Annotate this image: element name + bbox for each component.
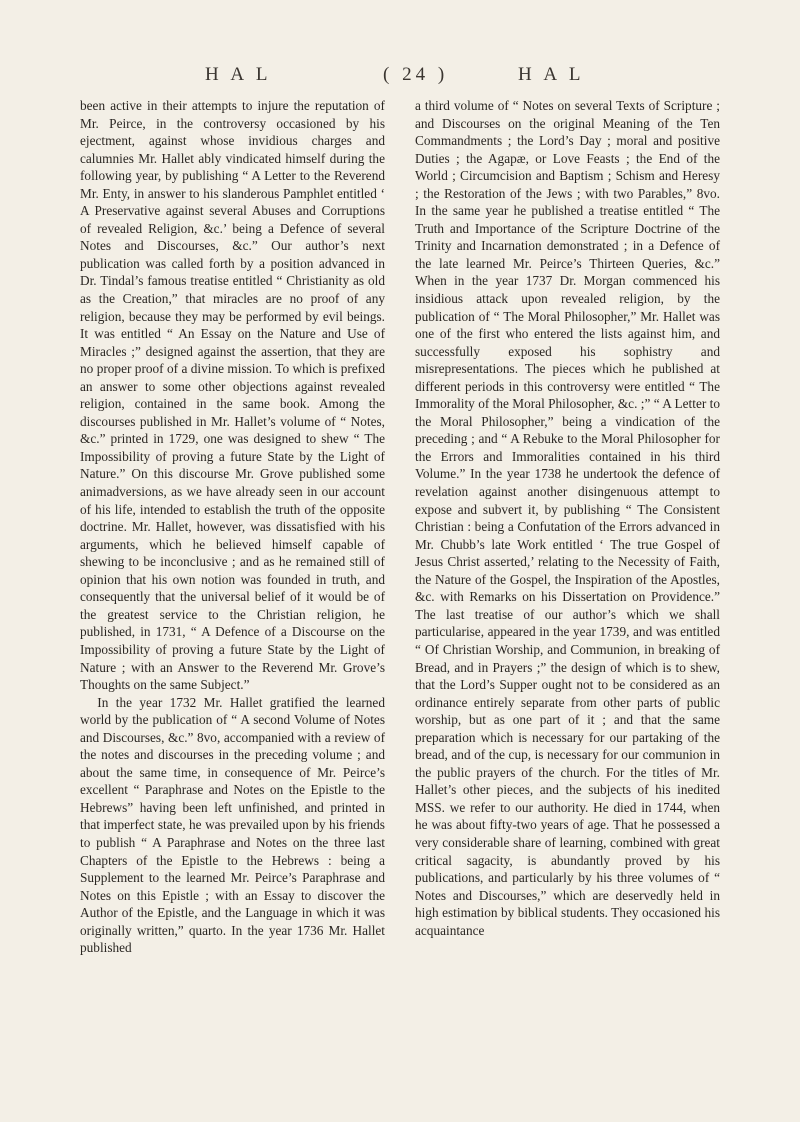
left-column [80,97,385,1097]
left-paragraph-2: In the year 1732 Mr. Hallet gratified the learned world by the publication of “ A second Volume of Notes and Discourses, &c.” 8vo, accompanied with a review of the notes and discourses in the preceding volume ; and about the same time, in consequence of Mr. Peirce’s excellent “ Paraphrase and Notes on the Epistle to the Hebrews” having been left unfinished, and printed in that imperfect state, he was prevailed upon by his friends to publish “ A Paraphrase and Notes on the three last Chapters of the Epistle to the Hebrews : being a Supplement to the learned Mr. Peirce’s Paraphrase and Notes on this Epistle ; with an Essay to discover the Author of the Epistle, and the Language in which it was originally written,” quarto. In the year 1736 Mr. Hallet published [80,694,385,956]
left-paragraph-1: been active in their attempts to injure the reputation of Mr. Peirce, in the controversy occasioned by his ejectment, against whose invidious charges and calumnies Mr. Hallet ably vindicated himself during the following year, by publishing “ A Letter to the Reverend Mr. Enty, in answer to his slanderous Pamphlet entitled ‘ A Preservative against several Abuses and Corruptions of revealed Religion, &c.’ being a Defence of several Notes and Discourses, &c.” Our author’s next publication was called forth by a position advanced in Dr. Tindal’s famous treatise entitled “ Christianity as old as the Creation,” that miracles are no proof of any religion, because they may be performed by evil beings. It was entitled “ An Essay on the Nature and Use of Miracles ;” designed against the assertion, that they are no proper proof of a divine mission. To which is prefixed an answer to some other objections against revealed religion, contained in the same book. Among the discourses published in Mr. Hallet’s volume of “ Notes, &c.” printed in 1729, one was designed to shew “ The Impossibility of proving a future State by the Light of Nature.” On this discourse Mr. Grove published some animadversions, as we have already seen in our account of his life, intended to establish the truth of the opposite doctrine. Mr. Hallet, however, was dissatisfied with his arguments, which he believed himself capable of shewing to be inconclusive ; and as he remained still of opinion that his own notion was founded in truth, and consequently that the universal belief of it would be of the greatest service to the Christian religion, he published, in 1731, “ A Defence of a Discourse on the Impossibility of proving a future State by the Light of Nature ; with an Answer to the Reverend Mr. Grove’s Thoughts on the same Subject.” [80,98,385,693]
header-right-word: H A L [518,64,585,85]
text-columns [80,97,720,1097]
header-left-word: H A L [205,64,272,85]
right-column [415,97,720,1097]
right-paragraph-1: a third volume of “ Notes on several Texts of Scripture ; and Discourses on the original Meaning of the Ten Commandments ; the Lord’s Day ; moral and positive Duties ; the Agapæ, or Love Feasts ; the End of the World ; Circumcision and Baptism ; Schism and Heresy ; the Restoration of the Jews ; with two Parables,” 8vo. In the same year he published a treatise entitled “ The Truth and Importance of the Scripture Doctrine of the Trinity and Incarnation demonstrated ; in a Defence of the late learned Mr. Peirce’s Thirteen Queries, &c.” When in the year 1737 Dr. Morgan commenced his insidious attack upon revealed religion, by the publication of “ The Moral Philosopher,” Mr. Hallet was one of the first who entered the lists against him, and successfully exposed his sophistry and misrepresentations. The pieces which he published at different periods in this controversy were entitled “ The Immorality of the Moral Philosopher, &c. ;” “ A Letter to the Moral Philosopher,” being a vindication of the preceding ; and “ A Rebuke to the Moral Philosopher for the Errors and Immoralities contained in his third Volume.” In the year 1738 he undertook the defence of revelation against another disingenuous attempt to expose and subvert it, by publishing “ The Consistent Christian : being a Confutation of the Errors advanced in Mr. Chubb’s late Work entitled ‘ The true Gospel of Jesus Christ asserted,’ relating to the Necessity of Faith, the Nature of the Gospel, the Inspiration of the Apostles, &c. with Remarks on his Dissertation on Providence.” The last treatise of our author’s which we shall particularise, appeared in the year 1739, and was entitled “ Of Christian Worship, and Communion, in breaking of Bread, and in Prayers ;” the design of which is to shew, that the Lord’s Supper ought not to be considered as an ordinance entirely separate from other parts of public worship, but as one part of it ; and that the same preparation which is necessary for our partaking of the bread, and of the cup, is necessary for our communion in the public prayers of the church. For the titles of Mr. Hallet’s other pieces, and the subjects of his inedited MSS. we refer to our authority. He died in 1744, when he was about fifty-two years of age. That he possessed a very considerable share of learning, combined with great critical sagacity, is abundantly proved by his publications, and particularly by his three volumes of “ Notes and Discourses,” which are deservedly held in high estimation by biblical students. They occasioned his acquaintance [415,98,720,938]
running-header [0,64,800,90]
page-number: ( 24 ) [383,64,449,85]
